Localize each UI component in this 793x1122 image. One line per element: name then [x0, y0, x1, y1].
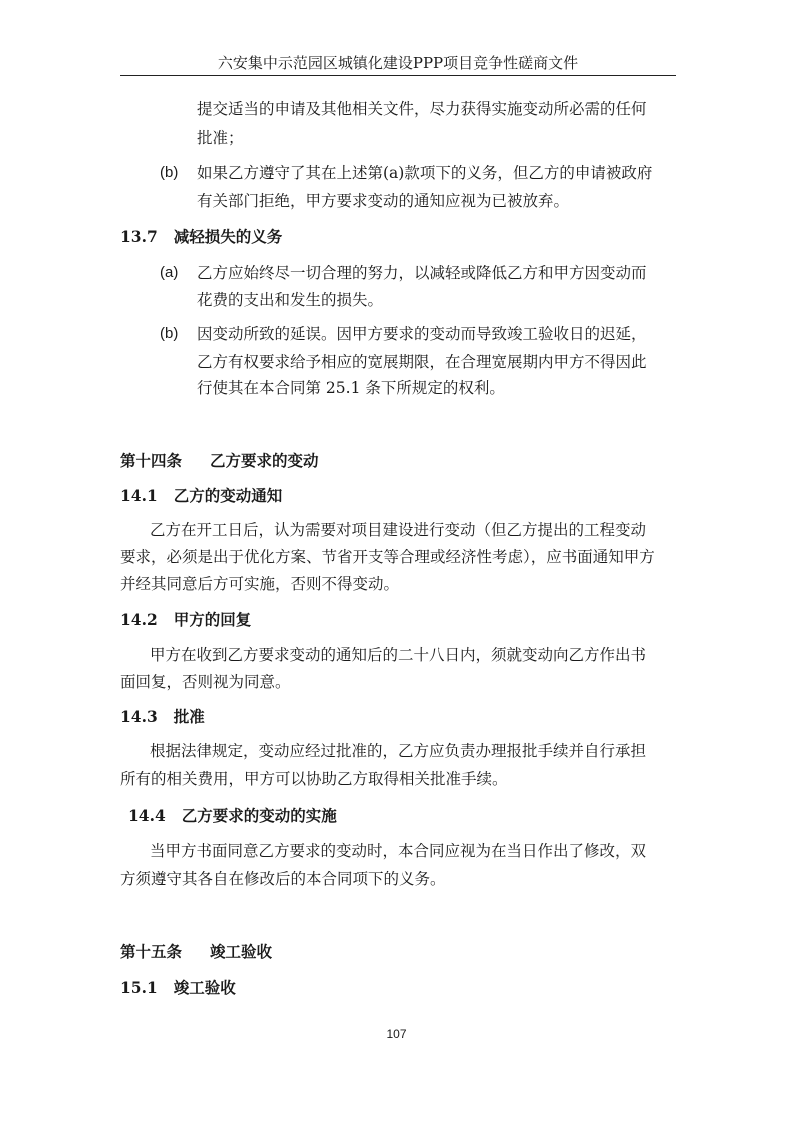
section-number: 15.1: [120, 978, 158, 997]
section-title: 乙方的变动通知: [173, 486, 283, 505]
section-number: 14.4: [128, 806, 166, 825]
article-heading-15: [120, 942, 272, 962]
paragraph-line: 批准；: [197, 129, 244, 147]
list-marker: (b): [160, 164, 179, 181]
paragraph-line: 甲方在收到乙方要求变动的通知后的二十八日内，须就变动向乙方作出书: [150, 646, 647, 664]
section-title: 甲方的回复: [173, 610, 252, 629]
section-number: 14.1: [120, 486, 158, 505]
paragraph-line: 花费的支出和发生的损失。: [197, 291, 384, 309]
paragraph-line: 提交适当的申请及其他相关文件，尽力获得实施变动所必需的任何: [197, 100, 647, 118]
section-title: 竣工验收: [173, 978, 236, 997]
paragraph-line: 根据法律规定，变动应经过批准的，乙方应负责办理报批手续并自行承担: [150, 742, 647, 760]
section-title: 批准: [173, 707, 205, 726]
paragraph-line: 所有的相关费用，甲方可以协助乙方取得相关批准手续。: [120, 770, 508, 788]
section-heading-15-1: [120, 978, 236, 998]
section-heading-14-4: [128, 806, 337, 826]
article-title: 乙方要求的变动: [210, 451, 319, 470]
article-number: 第十五条: [120, 942, 183, 961]
article-title: 竣工验收: [210, 942, 273, 961]
paragraph-line: 乙方有权要求给予相应的宽展期限，在合理宽展期内甲方不得因此: [197, 353, 647, 371]
section-number: 14.2: [120, 610, 158, 629]
paragraph-line: 乙方应始终尽一切合理的努力，以减轻或降低乙方和甲方因变动而: [197, 264, 647, 282]
paragraph-line: 并经其同意后方可实施，否则不得变动。: [120, 575, 400, 593]
section-title: 减轻损失的义务: [173, 227, 283, 246]
paragraph-line: 有关部门拒绝，甲方要求变动的通知应视为已被放弃。: [197, 192, 570, 210]
paragraph-line: 面回复，否则视为同意。: [120, 673, 291, 691]
list-marker: (b): [160, 325, 179, 342]
paragraph-line: 当甲方书面同意乙方要求的变动时，本合同应视为在当日作出了修改，双: [150, 842, 647, 860]
paragraph-line: 乙方在开工日后，认为需要对项目建设进行变动（但乙方提出的工程变动: [150, 521, 647, 539]
paragraph-line: 如果乙方遵守了其在上述第(a)款项下的义务，但乙方的申请被政府: [197, 164, 653, 182]
section-heading-14-2: [120, 610, 251, 630]
page-number: 107: [386, 1027, 407, 1041]
section-number: 14.3: [120, 707, 158, 726]
paragraph-line: 行使其在本合同第 25.1 条下所规定的权利。: [197, 379, 505, 397]
section-heading-13-7: [120, 227, 282, 247]
paragraph-line: 因变动所致的延误。因甲方要求的变动而导致竣工验收日的迟延，: [197, 325, 647, 343]
list-marker: (a): [160, 264, 179, 281]
article-heading-14: [120, 451, 319, 471]
section-title: 乙方要求的变动的实施: [181, 806, 337, 825]
section-number: 13.7: [120, 227, 158, 246]
section-heading-14-3: [120, 707, 205, 727]
paragraph-line: 方须遵守其各自在修改后的本合同项下的义务。: [120, 870, 446, 888]
header-rule: [120, 75, 676, 76]
section-heading-14-1: [120, 486, 282, 506]
page-header: 六安集中示范园区城镇化建设PPP项目竞争性磋商文件: [217, 54, 579, 72]
article-number: 第十四条: [120, 451, 183, 470]
paragraph-line: 要求，必须是出于优化方案、节省开支等合理或经济性考虑），应书面通知甲方: [120, 548, 655, 566]
